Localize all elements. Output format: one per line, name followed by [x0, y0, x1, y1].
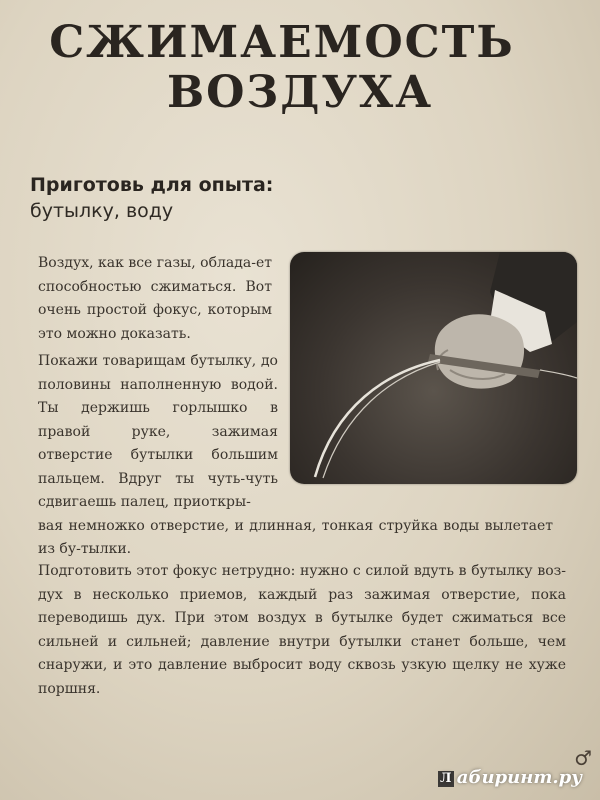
paragraph-1: Воздух, как все газы, облада-ет способностью сжиматься. Вот очень простой фокус, которым это можно доказать. — [38, 255, 272, 342]
paragraph-2 — [38, 350, 553, 562]
prep-items: бутылку, воду — [30, 200, 174, 222]
paragraph-3: Подготовить этот фокус нетрудно: нужно с силой вдуть в бутылку воз-дух в несколько приемов, каждый раз зажимая отверстие, пока переводишь дух. При этом воздух в бутылке будет сжиматься все сильней и сильней; давление внутри бутылки станет больше, чем снаружи, и это давление выбросит воду сквозь узкую щелку не хуже поршня. — [38, 563, 566, 697]
watermark-text: абиринт.ру — [456, 767, 582, 788]
title-line-1: СЖИМАЕМОСТЬ — [49, 17, 515, 68]
page-corner-ornament-icon: ♂ — [574, 746, 592, 770]
prep-heading: Приготовь для опыта: — [30, 174, 274, 196]
watermark-mark: Л — [438, 771, 454, 787]
hand-bottle-illustration — [290, 252, 577, 484]
illustration-photo — [290, 252, 577, 484]
show-through-text — [330, 165, 591, 201]
watermark-logo — [438, 767, 582, 788]
page-title — [0, 18, 600, 118]
paragraph-2-wide: вая немножко отверстие, и длинная, тонкая струйка воды вылетает из бу-тылки. — [38, 517, 553, 557]
paragraph-2-narrow: Покажи товарищам бутылку, до половины наполненную водой. Ты держишь горлышко в правой руке, зажимая отверстие бутылки большим пальцем. Вдруг ты чуть-чуть сдвигаешь палец, приоткры- — [38, 353, 278, 510]
title-line-2: ВОЗДУХА — [166, 67, 434, 118]
